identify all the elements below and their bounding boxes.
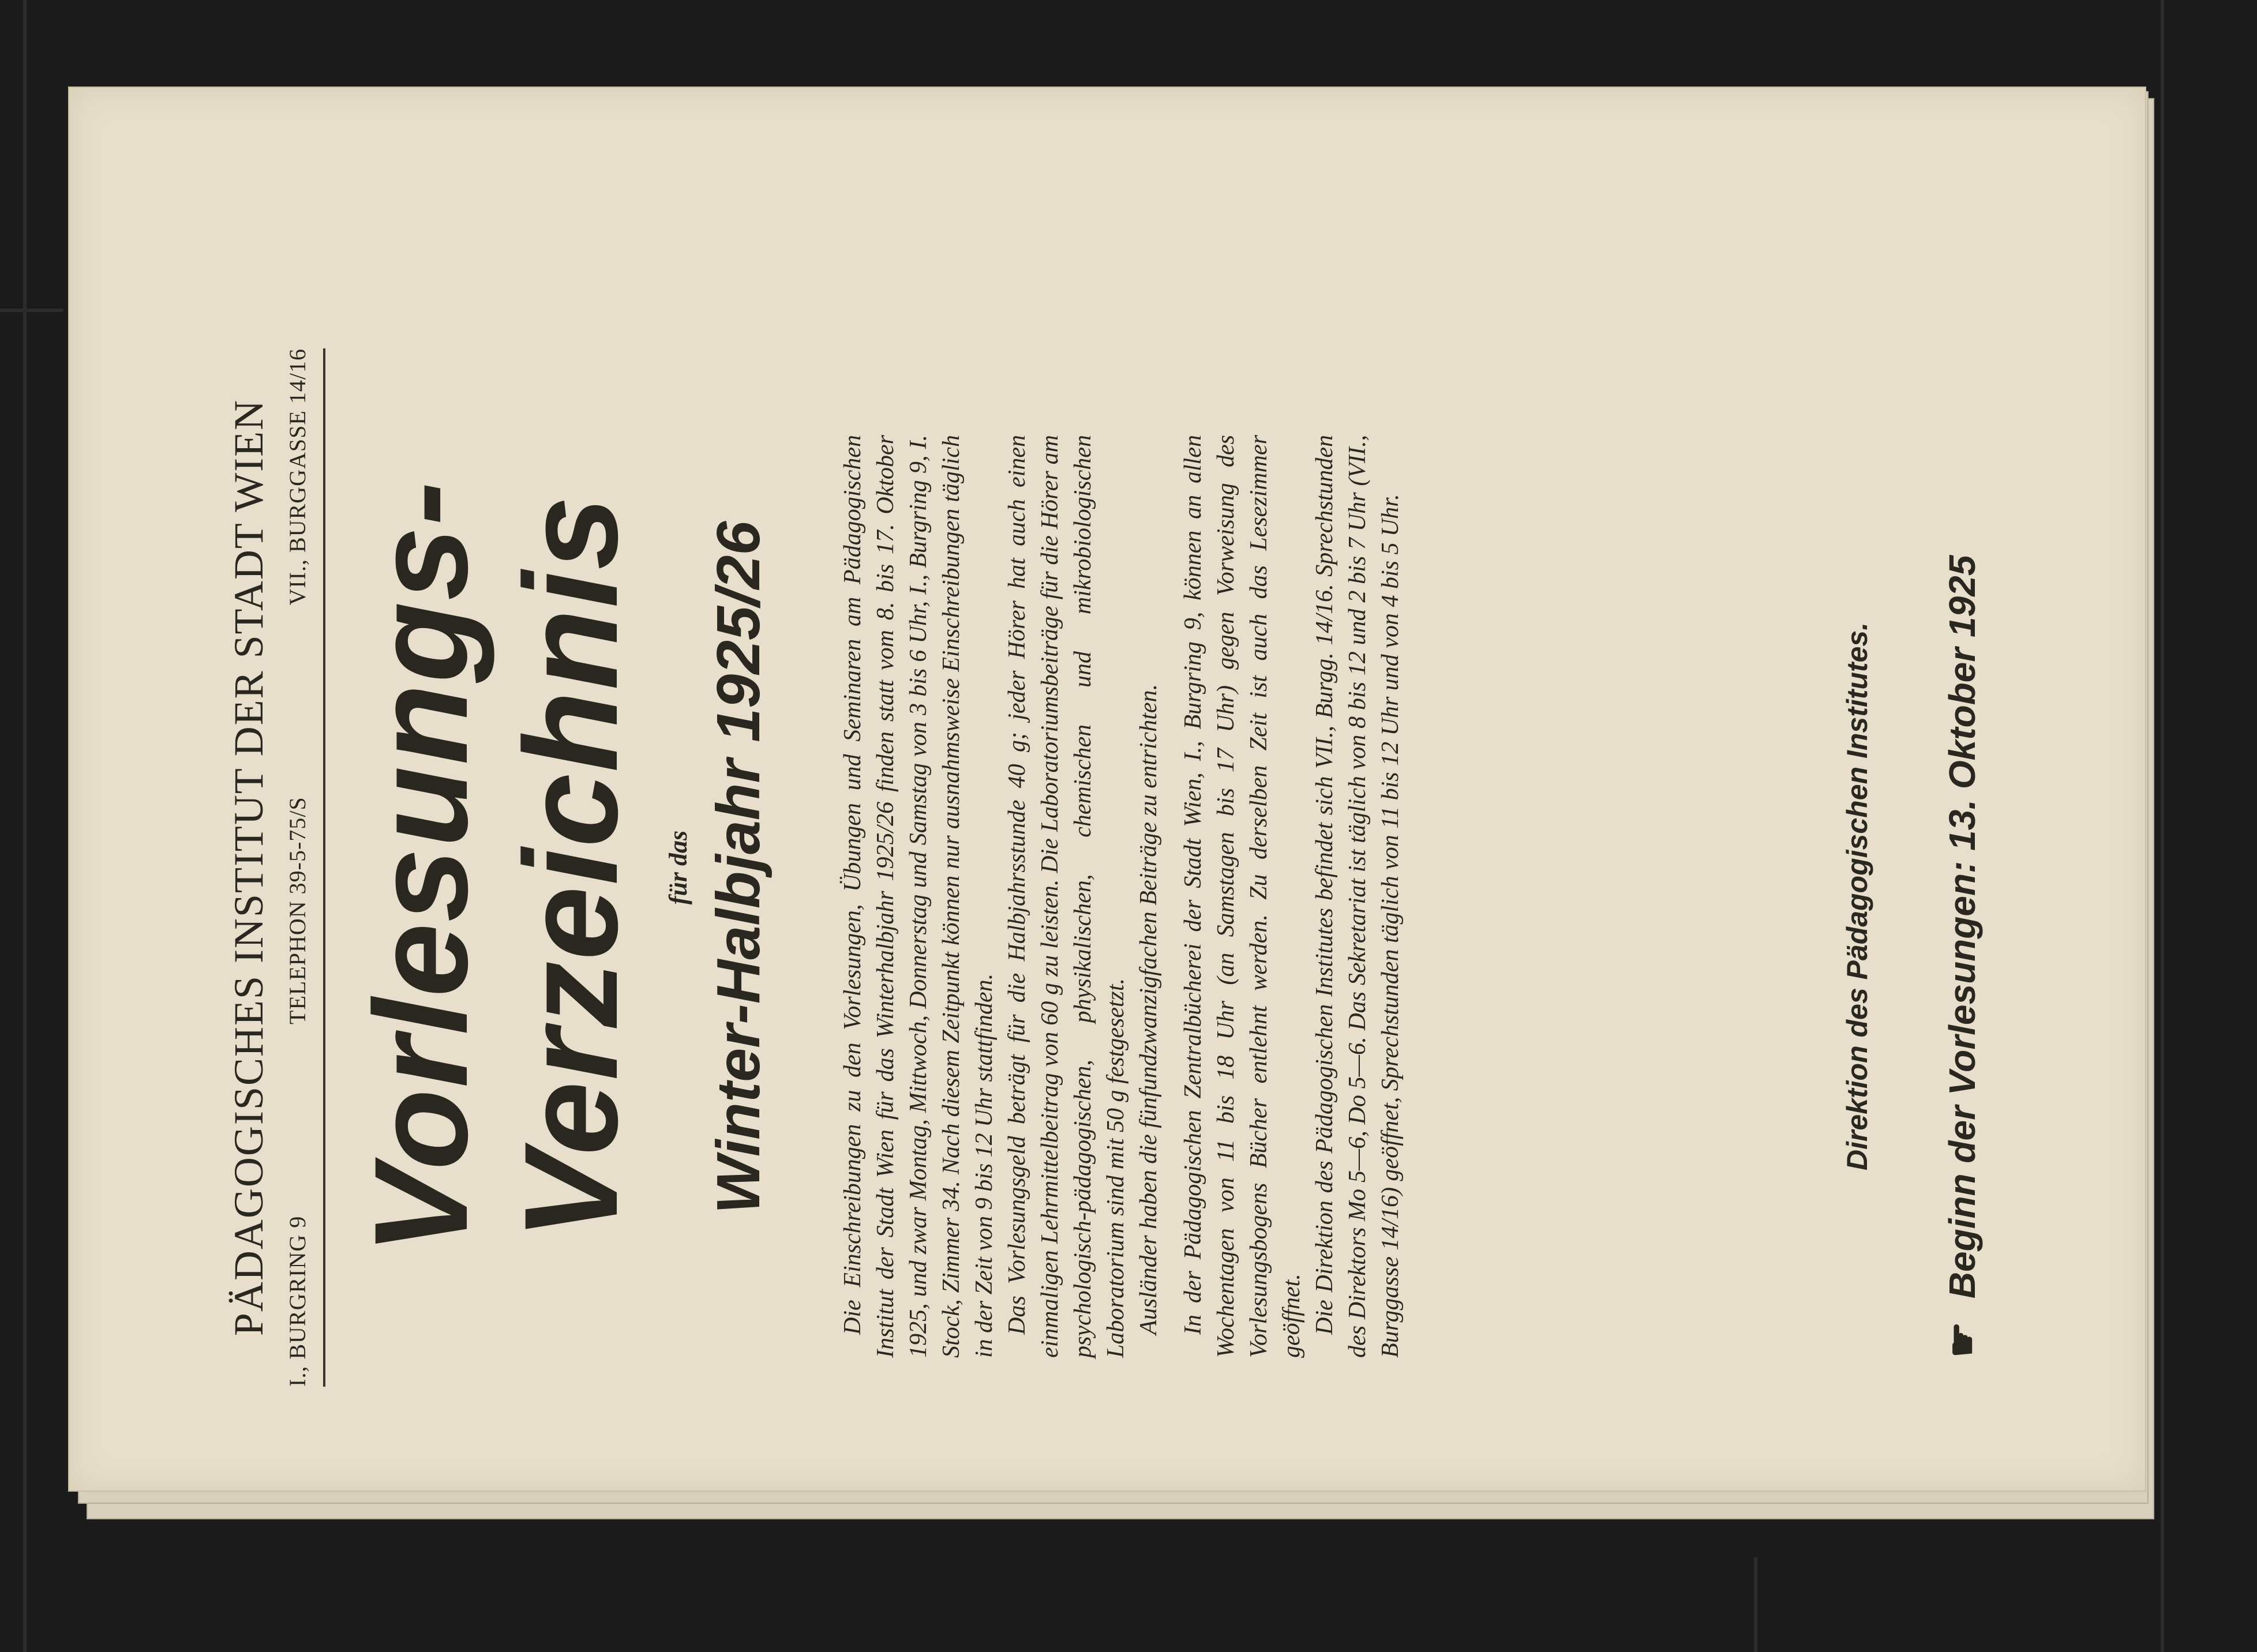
title-connector: für das — [664, 830, 692, 905]
board-edge-bottom — [1754, 1557, 1757, 1652]
paragraph-library: In der Pädagogischen Zentralbücherei der Stadt Wien, I., Burgring 9, können an allen Wochentagen von 11 bis 18 Uhr (an Samstagen bis 17 Uhr) gegen Vorweisung des Vorlesungsbogens Bücher entlehnt werden. Zu derselben Zeit ist auch das Lesezimmer geöffnet. — [1180, 435, 1305, 1358]
paragraph-direction: Die Direktion des Pädagogischen Institutes befindet sich VII., Burgg. 14/16. Sprechstunden des Direktors Mo 5—6, Do 5—6. Das Sekretariat ist täglich von 8 bis 12 und 2 bis 7 Uhr (VII., Burggasse 14/16) geöffnet, Sprechstunden täglich von 11 bis 12 Uhr und von 4 bis 5 Uhr. — [1311, 435, 1404, 1358]
lecture-start-text: Beginn der Vorlesungen: 13. Oktober 1925 — [1941, 555, 1983, 1299]
paragraph-fees: Das Vorlesungsgeld beträgt für die Halbjahrsstunde 40 g; jeder Hörer hat auch einen einmaligen Lehrmittelbeitrag von 60 g zu leisten. Die Laboratoriumsbeiträge für die Hörer am psychologisch-pädagogischen, physikalischen, chemischen und mikrobiologischen Laboratorium sind mit 50 g festgesetzt. — [1004, 435, 1129, 1358]
header-rule — [323, 348, 325, 1387]
direction-signature: Direktion des Pädagogischen Institutes. — [1841, 622, 1873, 1171]
body-text — [837, 435, 1407, 1358]
title-line-2: Verzeichnis — [497, 495, 645, 1240]
lecture-start — [1939, 435, 1986, 1358]
document-cover — [68, 87, 2146, 1492]
telephone: TELEPHON 39-5-75/S — [284, 797, 310, 1024]
paragraph-foreigners: Ausländer haben die fünfundzwanzigfachen Beiträge zu entrichten. — [1135, 684, 1162, 1335]
board-edge-left — [23, 0, 27, 1652]
semester-title: Winter-Halbjahr 1925/26 — [704, 521, 773, 1214]
board-edge-right — [2161, 0, 2164, 1652]
address-line — [284, 348, 311, 1387]
title-line-1: Vorlesungs- — [347, 480, 495, 1255]
rotated-page-content — [69, 88, 2145, 1490]
address-left: I., BURGRING 9 — [284, 1215, 310, 1387]
paragraph-enrollment: Die Einschreibungen zu den Vorlesungen, Übungen und Seminaren am Pädagogischen Institut der Stadt Wien für das Winterhalbjahr 1925/26 finden statt vom 8. bis 17. Oktober 1925, und zwar Montag, Mittwoch, Donnerstag und Samstag von 3 bis 6 Uhr, I., Burgring 9, I. Stock, Zimmer 34. Nach diesem Zeitpunkt können nur ausnahmsweise Einschreibungen täglich in der Zeit von 9 bis 12 Uhr stattfinden. — [839, 435, 998, 1358]
institute-name: PÄDAGOGISCHES INSTITUT DER STADT WIEN — [226, 399, 272, 1336]
board-edge-top — [0, 309, 63, 312]
address-right: VII., BURGGASSE 14/16 — [284, 348, 310, 606]
pointing-hand-icon: ☛ — [1940, 1321, 1985, 1358]
